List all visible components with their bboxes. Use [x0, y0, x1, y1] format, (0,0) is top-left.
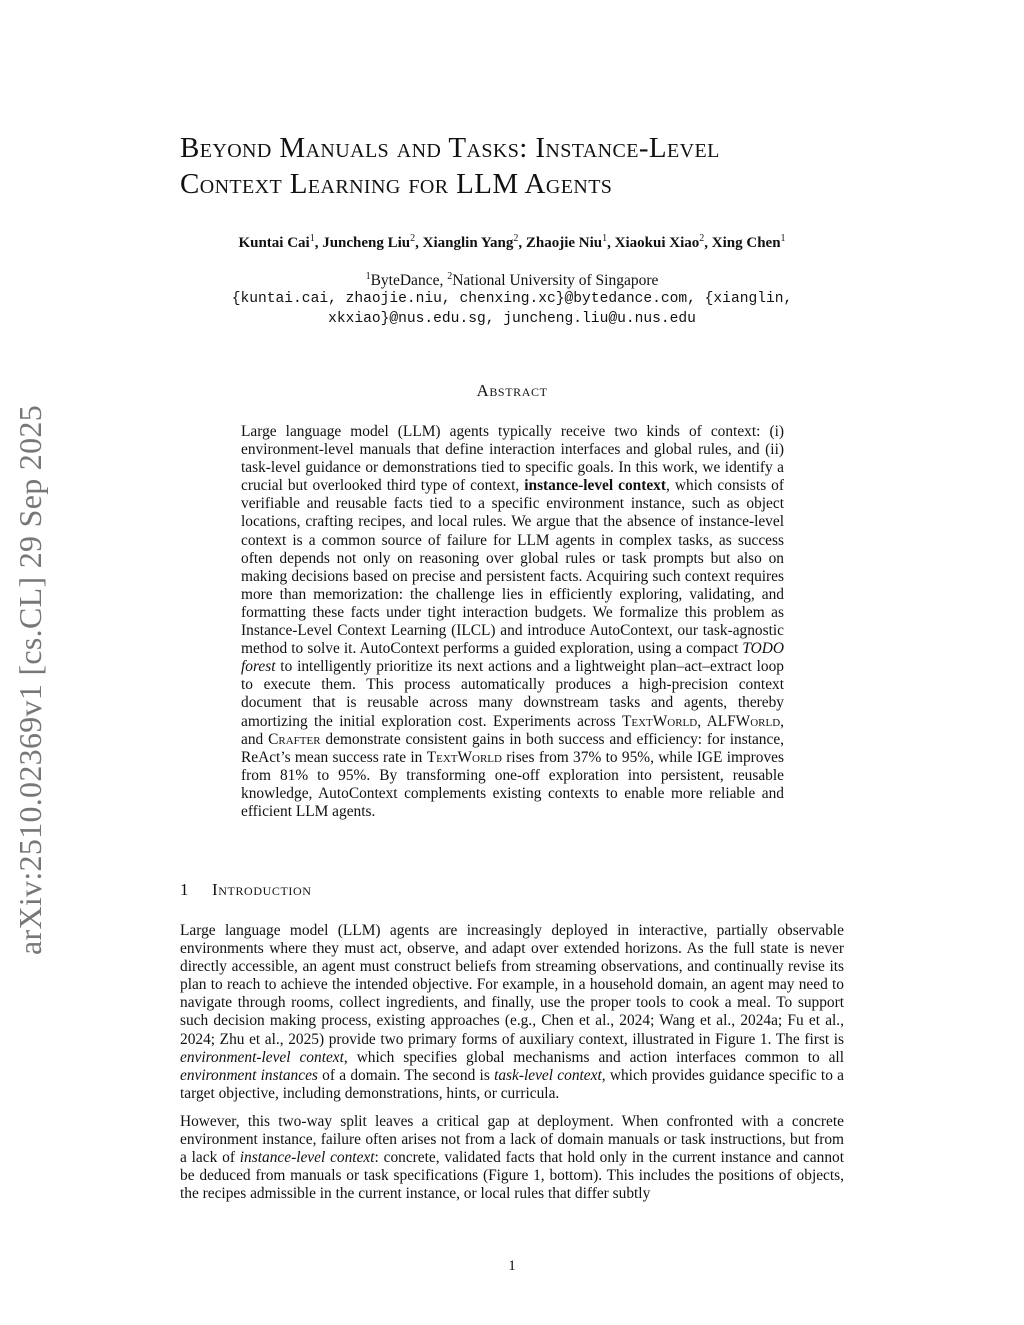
- email-line-2: xkxiao}@nus.edu.sg, juncheng.liu@u.nus.edu: [328, 311, 696, 327]
- introduction-body: [180, 922, 844, 1213]
- abstract-text: to intelligently prioritize its next actions and a lightweight plan–act–extract loop to execute them. This process automatically produces a high-precision context document that is reusable across many downstream tasks and agents, thereby amortizing the initial exploration cost. Experiments across: [241, 658, 784, 730]
- benchmark-name: TextWorld: [426, 748, 502, 766]
- paragraph-text: : concrete, validated facts that hold only in the current instance and cannot be deduced from manuals or task specifications (Figure 1, bottom). This includes the positions of objects, the recipes admissible in the current instance, or local rules that differ subtly: [180, 1149, 845, 1203]
- section-number: 1: [180, 880, 190, 899]
- title-line-1: Beyond Manuals and Tasks: Instance-Level: [180, 132, 720, 164]
- affiliations: [180, 271, 844, 290]
- arxiv-identifier-stamp: arXiv:2510.02369v1 [cs.CL] 29 Sep 2025: [12, 404, 48, 955]
- author-name: Xianglin Yang: [422, 235, 514, 251]
- section-title: Introduction: [212, 880, 312, 899]
- paragraph-text: , which specifies global mechanisms and action interfaces common to all: [343, 1048, 844, 1066]
- affiliation-mark: 2: [447, 271, 453, 282]
- abstract-text: , and: [241, 712, 785, 748]
- benchmark-name: World: [735, 712, 781, 730]
- abstract-text: Large language model (LLM) agents typically receive two kinds of context: (i) environment-level manuals that define interaction interfaces and global rules, and (ii) task-level guidance or demonstrations tied to specific goals. In this work, we identify a crucial but overlooked third type of context,: [241, 423, 784, 495]
- email-line-1: {kuntai.cai, zhaojie.niu, chenxing.xc}@bytedance.com, {xianglin,: [231, 291, 793, 307]
- paragraph: [180, 922, 844, 1103]
- abstract-emphasis: instance-level context: [524, 477, 666, 495]
- benchmark-name: Crafter: [268, 730, 321, 748]
- section-heading-introduction: [180, 880, 844, 900]
- author-name: Kuntai Cai: [238, 235, 310, 251]
- author-affiliation-mark: 2: [410, 233, 416, 244]
- paragraph-italic: instance-level context: [239, 1149, 375, 1167]
- page-number: 1: [508, 1258, 516, 1274]
- author-affiliation-mark: 2: [513, 233, 519, 244]
- abstract-body: [241, 423, 784, 821]
- abstract-text: , which consists of verifiable and reusable facts tied to a specific environment instance, such as object locations, crafting recipes, and local rules. We argue that the absence of instance-level context is a common source of failure for LLM agents in complex tasks, as success often depends not only on reasoning over global rules or task prompts but also on making decisions based on precise and persistent facts. Acquiring such context requires more than memorization: the challenge lies in efficiently exploring, validating, and formatting these facts under tight interaction budgets. We formalize this problem as Instance-Level Context Learning (ILCL) and introduce AutoContext, our task-agnostic method to solve it. AutoContext performs a guided exploration, using a compact: [241, 477, 784, 658]
- paragraph-text: , which provides guidance specific to a target objective, including demonstrations, hints, or curricula.: [180, 1066, 845, 1102]
- affiliation-nus: National University of Singapore: [452, 272, 659, 290]
- paragraph-italic: environment instances: [180, 1066, 318, 1084]
- abstract-text: rises from 37% to 95%, while IGE improves from 81% to 95%. By transforming one-off exploration into persistent, reusable knowledge, AutoContext complements existing contexts to enable more reliable and efficient LLM agents.: [241, 748, 785, 820]
- author-affiliation-mark: 1: [780, 233, 786, 244]
- paragraph-text: of a domain. The second is: [317, 1066, 495, 1084]
- author-name: Juncheng Liu: [322, 235, 411, 251]
- author-name: Zhaojie Niu: [525, 235, 603, 251]
- title-line-2: Context Learning for LLM Agents: [180, 168, 613, 200]
- author-affiliation-mark: 1: [309, 233, 315, 244]
- author-name: Xiaokui Xiao: [614, 235, 700, 251]
- author-list: Kuntai Cai$^1$, Juncheng Liu$^2$, Xianglin Yang$^2$, Zhaojie Niu$^1$, Xiaokui Xiao$^2$, Xing Chen$^1$: [238, 233, 786, 251]
- author-affiliation-mark: 2: [699, 233, 705, 244]
- author-affiliation-mark: 1: [602, 233, 608, 244]
- affiliation-mark: 1: [365, 271, 371, 282]
- benchmark-name: TextWorld: [621, 712, 698, 730]
- abstract-text: , ALF: [697, 712, 736, 730]
- paragraph: [180, 1113, 844, 1203]
- abstract-text: demonstrate consistent gains in both success and efficiency: for instance, ReAct’s mean success rate in: [241, 730, 785, 766]
- abstract-heading: Abstract: [476, 381, 548, 400]
- abstract-italic: TODO forest: [241, 640, 784, 676]
- paragraph-italic: environment-level context: [180, 1048, 344, 1066]
- paragraph-italic: task-level context: [494, 1066, 602, 1084]
- affiliation-bytedance: ByteDance,: [370, 272, 448, 290]
- paragraph-text: Large language model (LLM) agents are increasingly deployed in interactive, partially observable environments where they must act, observe, and adapt over extended horizons. As the full state is never directly accessible, an agent must construct beliefs from streaming observations, and continually revise its plan to reach to achieve the intended objective. For example, in a household domain, an agent may need to navigate through rooms, collect ingredients, and finally, use the proper tools to cook a meal. To support such decision making process, existing approaches (e.g., Chen et al., 2024; Wang et al., 2024a; Fu et al., 2024; Zhu et al., 2025) provide two primary forms of auxiliary context, illustrated in Figure 1. The first is: [180, 922, 844, 1048]
- author-name: Xing Chen: [711, 235, 781, 251]
- paper-title: [180, 130, 880, 202]
- paragraph-text: However, this two-way split leaves a critical gap at deployment. When confronted with a concrete environment instance, failure often arises not from a lack of domain manuals or task instructions, but from a lack of: [180, 1112, 844, 1167]
- author-emails: [180, 289, 844, 329]
